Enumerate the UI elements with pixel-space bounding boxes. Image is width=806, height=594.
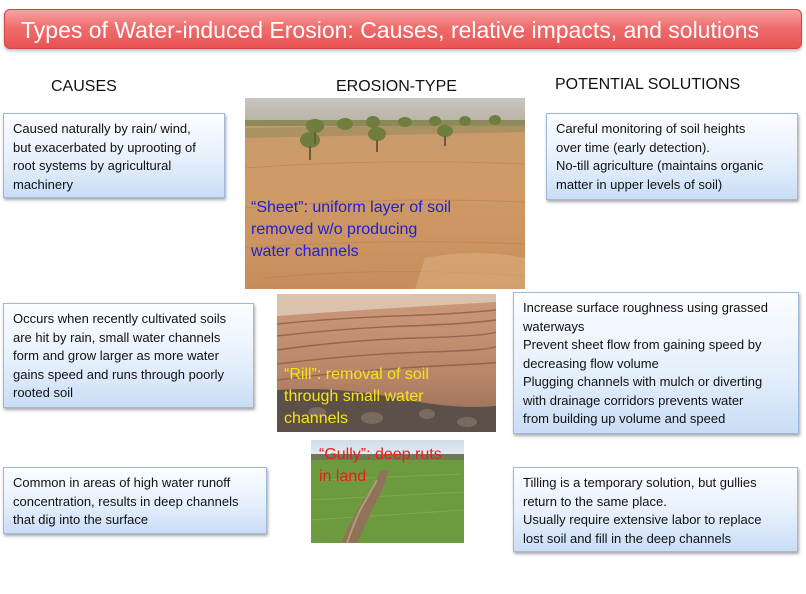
solution-box-rill (513, 292, 799, 434)
erosion-caption-line: “Gully”: deep ruts (319, 446, 442, 463)
solution-box-sheet (546, 113, 798, 200)
sheet-erosion-photo (245, 98, 525, 289)
erosion-type-heading: EROSION-TYPE (336, 78, 457, 95)
solution-line: lost soil and fill in the deep channels (523, 530, 732, 546)
causes-heading: CAUSES (51, 78, 117, 95)
solution-box-gully (513, 467, 798, 552)
solution-line: Plugging channels with mulch or diverting (523, 374, 763, 389)
erosion-caption-line: removed w/o producing (251, 221, 418, 238)
cause-line: but exacerbated by uprooting of (13, 139, 196, 155)
rill-caption (284, 364, 429, 430)
erosion-caption-line: in land (319, 468, 367, 485)
erosion-caption-line: channels (284, 410, 349, 427)
solution-line: waterways (523, 318, 585, 334)
solution-line: over time (early detection). (556, 139, 710, 155)
cause-line: gains speed and runs through poorly (13, 366, 225, 382)
erosion-caption-line: water channels (251, 243, 359, 260)
solution-line: Usually require extensive labor to replace (523, 512, 762, 527)
solution-line: with drainage corridors prevents water (523, 392, 744, 408)
erosion-caption-line: “Sheet”: uniform layer of soil (251, 199, 452, 216)
cause-line: are hit by rain, small water channels (13, 329, 221, 345)
cause-line: Common in areas of high water runoff (13, 475, 231, 490)
solution-line: Careful monitoring of soil heights (556, 121, 746, 136)
solution-line: from building up volume and speed (523, 411, 726, 426)
solution-line: decreasing flow volume (523, 355, 659, 371)
solution-line: return to the same place. (523, 493, 667, 509)
gully-erosion-photo (311, 440, 464, 543)
erosion-caption-line: through small water (284, 388, 424, 405)
title-banner (4, 9, 802, 49)
cause-line: that dig into the surface (13, 512, 149, 527)
solution-line: matter in upper levels of soil) (556, 176, 723, 192)
cause-box-rill (3, 303, 254, 408)
solution-line: Prevent sheet flow from gaining speed by (523, 337, 762, 352)
sheet-caption (251, 197, 451, 263)
solution-line: Increase surface roughness using grassed (523, 300, 768, 315)
solution-line: Tilling is a temporary solution, but gullies (523, 475, 757, 490)
page-title: Types of Water-induced Erosion: Causes, relative impacts, and solutions (21, 17, 760, 43)
rill-erosion-photo (277, 294, 496, 432)
cause-line: Occurs when recently cultivated soils (13, 311, 227, 326)
gully-caption (319, 444, 442, 488)
cause-line: machinery (13, 176, 73, 192)
solutions-heading: POTENTIAL SOLUTIONS (555, 76, 741, 93)
cause-line: form and grow larger as more water (13, 348, 219, 363)
solution-line: No-till agriculture (maintains organic (556, 158, 764, 173)
cause-line: root systems by agricultural (13, 158, 172, 173)
cause-line: Caused naturally by rain/ wind, (13, 121, 191, 136)
cause-line: concentration, results in deep channels (13, 493, 239, 509)
cause-box-sheet (3, 113, 225, 198)
cause-line: rooted soil (13, 385, 73, 400)
erosion-caption-line: “Rill”: removal of soil (284, 366, 429, 383)
cause-box-gully (3, 467, 267, 534)
